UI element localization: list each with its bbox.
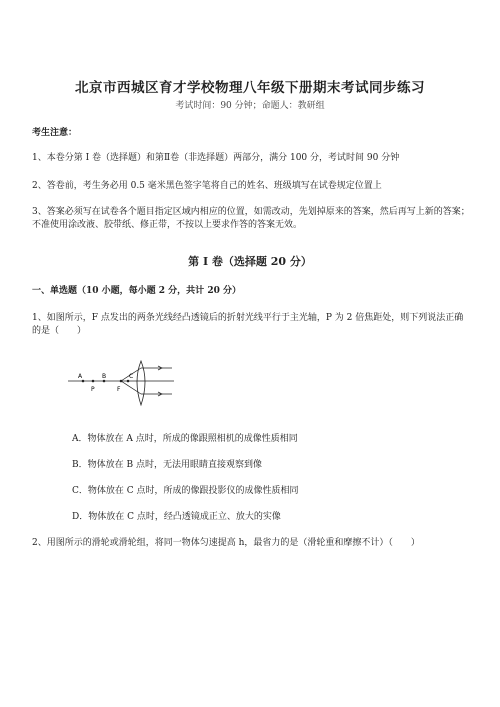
point-a [82,380,85,383]
option-a: A．物体放在 A 点时，所成的像跟照相机的成像性质相同 [72,434,298,444]
label-f: F [117,386,121,393]
option-d: D．物体放在 C 点时，经凸透镜成正立、放大的实像 [72,512,281,522]
label-b: B [102,373,107,380]
point-p [92,380,95,383]
question-1-text: 1、如图所示，F 点发出的两条光线经凸透镜后的折射光线平行于主光轴，P 为 2 倍焦距处，则下列说法正确的是（ ） [32,313,464,336]
label-c: C [129,373,134,380]
question-2-text: 2、用图所示的滑轮或滑轮组，将同一物体匀速提高 h，最省力的是（滑轮重和摩擦不计）（ ） [32,538,420,548]
notice-item-3: 3、答案必须写在试卷各个题目指定区域内相应的位置，如需改动，先划掉原来的答案，然后再写上新的答案；不准使用涂改液、胶带纸、修正带，不按以上要求作答的答案无效。 [32,207,470,230]
point-b [103,380,106,383]
label-a: A [78,373,83,380]
notice-heading: 考生注意： [32,128,78,138]
ray-lower-in [121,381,141,394]
part-heading: 一、单选题（10 小题，每小题 2 分，共计 20 分） [32,286,241,296]
convex-lens [137,361,145,405]
section-title: 第 I 卷（选择题 20 分） [188,255,312,268]
label-p: P [91,386,95,393]
notice-item-2: 2、答卷前，考生务必用 0.5 毫米黑色签字笔将自己的姓名、班级填写在试卷规定位置上 [32,181,382,191]
option-b: B．物体放在 B 点时，无法用眼睛直接观察到像 [72,460,262,470]
lens-diagram [66,358,176,408]
notice-item-1: 1、本卷分第 I 卷（选择题）和第Ⅱ卷（非选择题）两部分，满分 100 分，考试时间 90 分钟 [32,153,400,163]
point-c [127,380,130,383]
option-c: C．物体放在 C 点时，所成的像跟投影仪的成像性质相同 [72,486,299,496]
exam-subtitle: 考试时间：90 分钟；命题人：教研组 [175,101,325,111]
exam-title: 北京市西城区育才学校物理八年级下册期末考试同步练习 [75,80,425,96]
